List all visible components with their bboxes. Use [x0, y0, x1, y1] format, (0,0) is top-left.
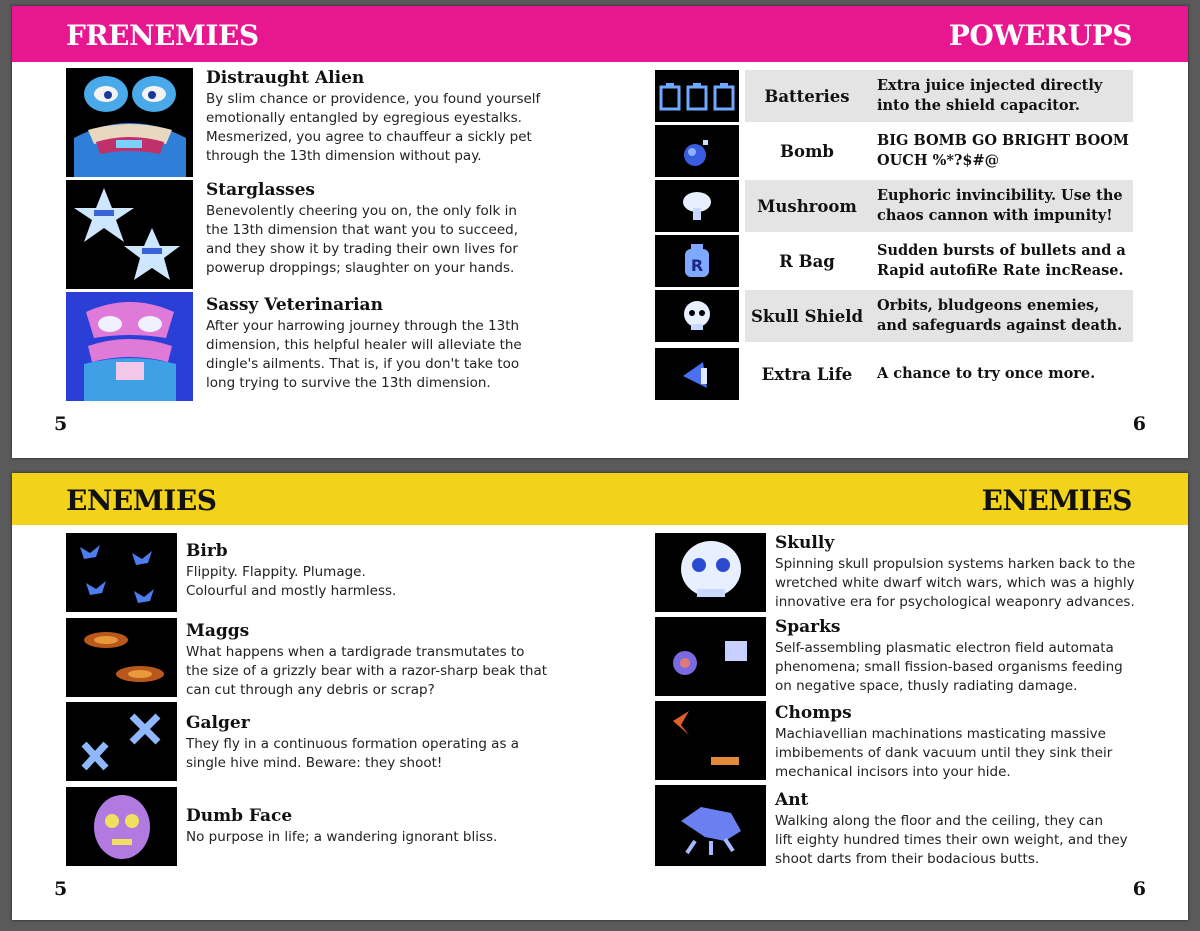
galger-sprite — [66, 702, 177, 781]
desc-line: Euphoric invincibility. Use the — [877, 187, 1123, 204]
desc-line: lift eighty hundred times their own weight, and they — [775, 832, 1128, 848]
sassy-veterinarian-sprite — [66, 292, 193, 401]
desc-line: BIG BOMB GO BRIGHT BOOM — [877, 132, 1129, 149]
enemy-description — [775, 639, 1123, 696]
desc-line: After your harrowing journey through the 13th — [206, 318, 520, 334]
desc-line: Colourful and mostly harmless. — [186, 583, 397, 599]
powerup-row-r-bag — [655, 235, 1133, 287]
desc-line: emotionally entangled by egregious eyestalks. — [206, 110, 522, 126]
birb-sprite — [66, 533, 177, 612]
frenemy-description — [206, 90, 540, 166]
chomps-sprite — [655, 701, 766, 780]
pink-header-band — [12, 6, 1188, 62]
powerup-name: Mushroom — [745, 180, 869, 232]
desc-line: phenomena; small fission-based organisms feeding — [775, 659, 1123, 675]
desc-line: Flippity. Flappity. Plumage. — [186, 564, 366, 580]
frenemy-description — [206, 317, 522, 393]
r-bag-icon — [655, 235, 739, 287]
page-number-right: 6 — [1132, 413, 1146, 435]
enemy-description — [186, 828, 497, 847]
distraught-alien-sprite — [66, 68, 193, 177]
desc-line: Extra juice injected directly — [877, 77, 1103, 94]
frenemy-name: Sassy Veterinarian — [206, 295, 383, 315]
enemy-description — [775, 725, 1112, 782]
page-number-left: 5 — [54, 413, 68, 435]
starglasses-sprite — [66, 180, 193, 289]
enemies-title-left: ENEMIES — [66, 484, 217, 517]
desc-line: powerup droppings; slaughter on your hands. — [206, 260, 515, 276]
desc-line: innovative era for psychological weaponry advances. — [775, 594, 1135, 610]
powerup-description — [869, 348, 1133, 400]
desc-line: imbibements of dank vacuum until they sink their — [775, 745, 1113, 761]
desc-line: OUCH %*?$#@ — [877, 152, 1000, 169]
desc-line: What happens when a tardigrade transmutates to — [186, 644, 525, 660]
desc-line: long trying to survive the 13th dimension. — [206, 375, 491, 391]
enemy-description — [775, 812, 1128, 869]
desc-line: Mesmerized, you agree to chauffeur a sickly pet — [206, 129, 532, 145]
powerup-description — [869, 70, 1133, 122]
powerup-name: Bomb — [780, 141, 834, 161]
desc-line: By slim chance or providence, you found yourself — [206, 91, 541, 107]
skully-sprite — [655, 533, 766, 612]
frenemy-name: Starglasses — [206, 180, 315, 200]
desc-line: can cut through any debris or scrap? — [186, 682, 435, 698]
powerup-row-mushroom — [655, 180, 1133, 232]
frenemy-name: Distraught Alien — [206, 68, 365, 88]
skull-shield-icon — [655, 290, 739, 342]
enemies-spread — [12, 473, 1188, 920]
desc-line: Orbits, bludgeons enemies, — [877, 297, 1100, 314]
desc-line: the 13th dimension that want you to succeed, — [206, 222, 518, 238]
powerup-row-batteries — [655, 70, 1133, 122]
desc-line: Spinning skull propulsion systems harken back to the — [775, 556, 1136, 572]
ant-sprite — [655, 785, 766, 866]
desc-line: on negative space, thusly radiating damage. — [775, 678, 1078, 694]
sparks-sprite — [655, 617, 766, 696]
enemy-name: Birb — [186, 541, 228, 561]
bomb-icon — [655, 125, 739, 177]
extra-life-ship-icon — [655, 348, 739, 400]
enemy-description — [186, 735, 519, 773]
desc-line: A chance to try once more. — [877, 365, 1096, 382]
desc-line: and they show it by trading their own lives for — [206, 241, 518, 257]
desc-line: Self-assembling plasmatic electron field automata — [775, 640, 1114, 656]
page-number-left: 5 — [54, 878, 68, 900]
enemy-name: Skully — [775, 533, 835, 553]
powerup-name: Skull Shield — [745, 290, 869, 342]
powerups-title: POWERUPS — [948, 19, 1132, 52]
desc-line: No purpose in life; a wandering ignorant bliss. — [186, 829, 498, 845]
powerup-description — [869, 180, 1133, 232]
mushroom-icon — [655, 180, 739, 232]
desc-line: the size of a grizzly bear with a razor-sharp beak that — [186, 663, 548, 679]
svg-text:R: R — [690, 256, 704, 275]
desc-line: wretched white dwarf witch wars, which was a highly — [775, 575, 1135, 591]
desc-line: Machiavellian machinations masticating massive — [775, 726, 1106, 742]
maggs-sprite — [66, 618, 177, 697]
desc-line: Benevolently cheering you on, the only folk in — [206, 203, 517, 219]
desc-line: They fly in a continuous formation operating as a — [186, 736, 520, 752]
enemy-name: Chomps — [775, 703, 852, 723]
powerup-description — [869, 235, 1133, 287]
frenemies-powerups-spread — [12, 6, 1188, 458]
desc-line: shoot darts from their bodacious butts. — [775, 851, 1040, 867]
frenemies-title: FRENEMIES — [66, 19, 259, 52]
enemy-name: Sparks — [775, 617, 841, 637]
enemy-name: Ant — [775, 790, 809, 810]
enemy-name: Dumb Face — [186, 806, 293, 826]
desc-line: mechanical incisors into your hide. — [775, 764, 1011, 780]
batteries-icon — [655, 70, 739, 122]
desc-line: Rapid autofiRe Rate incRease. — [877, 262, 1124, 279]
desc-line: into the shield capacitor. — [877, 97, 1080, 114]
powerup-name: R Bag — [779, 251, 835, 271]
frenemy-description — [206, 202, 518, 278]
enemy-description — [775, 555, 1135, 612]
powerup-description — [869, 290, 1133, 342]
enemy-name: Maggs — [186, 621, 250, 641]
desc-line: through the 13th dimension without pay. — [206, 148, 482, 164]
powerup-row-extra-life — [655, 348, 1133, 400]
powerup-name: Extra Life — [761, 364, 853, 384]
enemies-title-right: ENEMIES — [981, 484, 1132, 517]
enemy-description — [186, 643, 547, 700]
desc-line: Walking along the floor and the ceiling, they can — [775, 813, 1104, 829]
enemy-description — [186, 563, 396, 601]
powerup-description — [869, 125, 1133, 177]
powerup-name: Batteries — [745, 70, 869, 122]
yellow-header-band — [12, 473, 1188, 525]
desc-line: single hive mind. Beware: they shoot! — [186, 755, 443, 771]
powerup-row-skull-shield — [655, 290, 1133, 342]
desc-line: dimension, this helpful healer will alleviate the — [206, 337, 522, 353]
desc-line: chaos cannon with impunity! — [877, 207, 1113, 224]
desc-line: and safeguards against death. — [877, 317, 1123, 334]
desc-line: Sudden bursts of bullets and a — [877, 242, 1126, 259]
enemy-name: Galger — [186, 713, 250, 733]
desc-line: dingle's ailments. That is, if you don't take too — [206, 356, 520, 372]
powerup-row-bomb — [655, 125, 1133, 177]
dumb-face-sprite — [66, 787, 177, 866]
page-number-right: 6 — [1132, 878, 1146, 900]
